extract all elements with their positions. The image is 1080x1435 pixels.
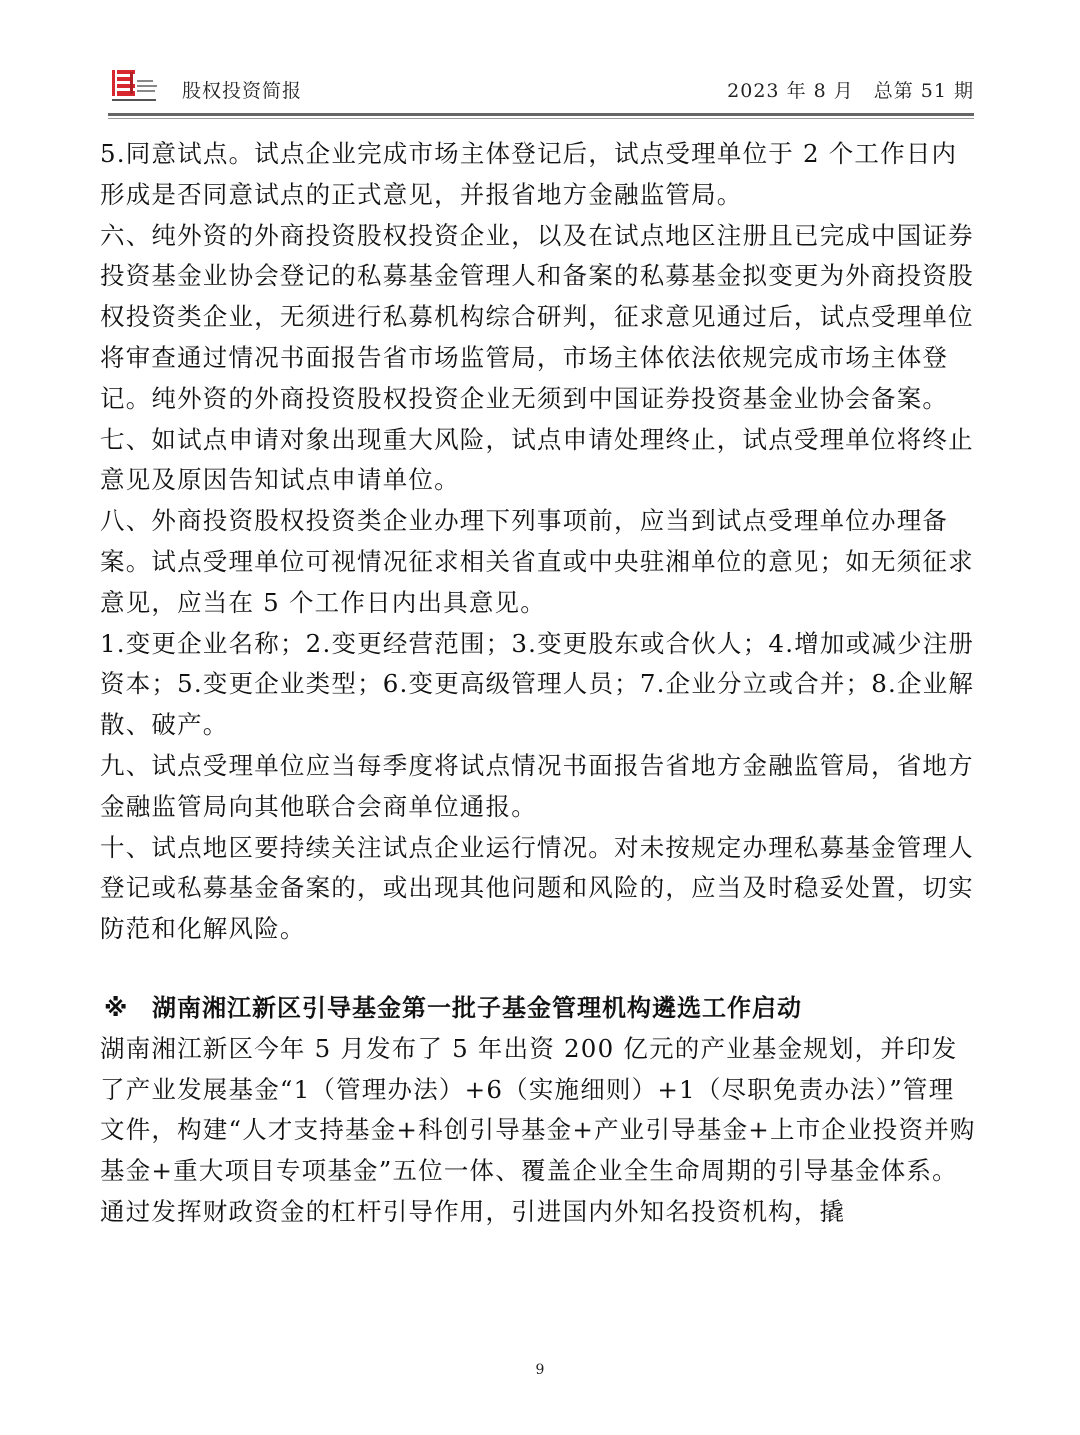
paragraph-item-eight: 八、外商投资股权投资类企业办理下列事项前，应当到试点受理单位办理备案。试点受理单位可视情况征求相关省直或中央驻湘单位的意见；如无须征求意见，应当在 5 个工作日内出具意见。: [100, 506, 974, 617]
section-spacer: [100, 950, 980, 988]
paragraph-item-seven: 七、如试点申请对象出现重大风险，试点申请处理终止，试点受理单位将终止意见及原因告知试点申请单位。: [100, 424, 974, 495]
paragraph-item-nine: 九、试点受理单位应当每季度将试点情况书面报告省地方金融监管局，省地方金融监管局向其他联合会商单位通报。: [100, 750, 974, 821]
paragraph-item-ten: 十、试点地区要持续关注试点企业运行情况。对未按规定办理私募基金管理人登记或私募基金备案的，或出现其他问题和风险的，应当及时稳妥处置，切实防范和化解风险。: [100, 832, 974, 944]
header-rule-thin: [108, 118, 974, 119]
page-number: 9: [535, 1362, 545, 1378]
document-body: [100, 134, 980, 1233]
paragraph-change-list: 1.变更企业名称；2.变更经营范围；3.变更股东或合伙人；4.增加或减少注册资本；5.变更企业类型；6.变更高级管理人员；7.企业分立或合并；8.企业解散、破产。: [100, 628, 975, 740]
page-header: [108, 66, 974, 114]
section-paragraph: 湖南湘江新区今年 5 月发布了 5 年出资 200 亿元的产业基金规划，并印发了产业发展基金“1（管理办法）+6（实施细则）+1（尽职免责办法）”管理文件，构建“人才支持基金+科创引导基金+产业引导基金+上市企业投资并购基金+重大项目专项基金”五位一体、覆盖企业全生命周期的引导基金体系。通过发挥财政资金的杠杆引导作用，引进国内外知名投资机构，撬: [100, 1033, 976, 1226]
publication-title: 股权投资简报: [182, 80, 303, 102]
header-rule-thick: [108, 113, 974, 116]
paragraph-item-six: 六、纯外资的外商投资股权投资企业，以及在试点地区注册且已完成中国证券投资基金业协会登记的私募基金管理人和备案的私募基金拟变更为外商投资股权投资类企业，无须进行私募机构综合研判，征求意见通过后，试点受理单位将审查通过情况书面报告省市场监管局，市场主体依法依规完成市场主体登记。纯外资的外商投资股权投资企业无须到中国证券投资基金业协会备案。: [100, 220, 974, 413]
issue-info: 2023 年 8 月 总第 51 期: [727, 80, 974, 102]
paragraph-consent: 5.同意试点。试点企业完成市场主体登记后，试点受理单位于 2 个工作日内形成是否同意试点的正式意见，并报省地方金融监管局。: [100, 139, 958, 209]
section-heading-text: 湖南湘江新区引导基金第一批子基金管理机构遴选工作启动: [152, 993, 802, 1022]
reference-mark-icon: ※: [104, 993, 129, 1022]
section-heading: [100, 988, 980, 1029]
association-logo-icon: [108, 66, 168, 106]
